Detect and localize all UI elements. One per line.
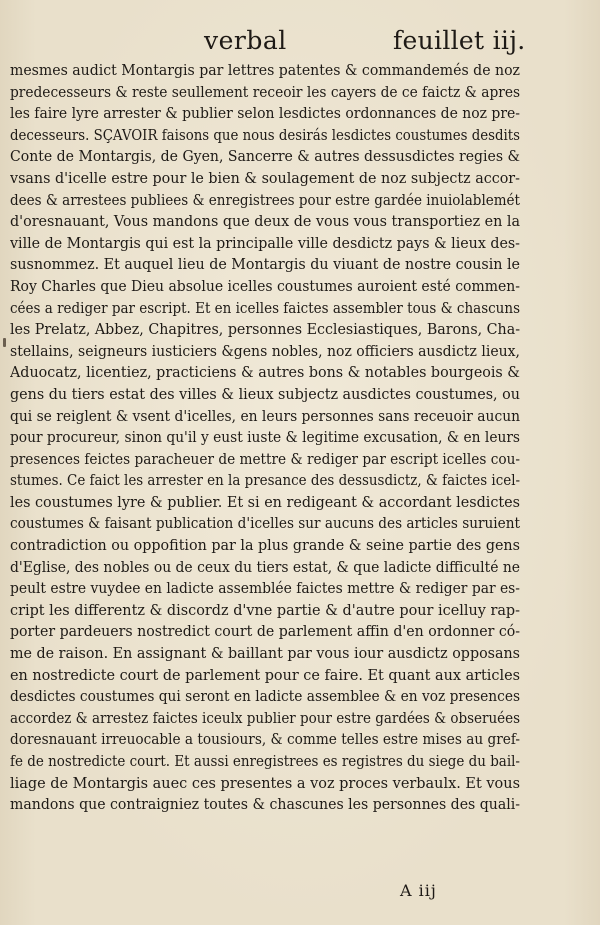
text-line: d'oresnauant, Vous mandons que deux de vous vous transportiez en la bbox=[10, 212, 520, 231]
text-line: Aduocatz, licentiez, practiciens & autres bons & notables bourgeois & bbox=[10, 363, 520, 382]
text-line: cées a rediger par escript. Et en icelles faictes assembler tous & chascuns bbox=[10, 298, 520, 317]
text-line: porter pardeuers nostredict court de parlement affin d'en ordonner có- bbox=[10, 622, 520, 641]
text-line: coustumes & faisant publication d'icelles sur aucuns des articles suruient bbox=[10, 514, 520, 533]
text-line: me de raison. En assignant & baillant par vous iour ausdictz opposans bbox=[10, 644, 520, 663]
text-line: contradiction ou oppofition par la plus grande & seine partie des gens bbox=[10, 536, 520, 555]
text-line: les Prelatz, Abbez, Chapitres, personnes Ecclesiastiques, Barons, Cha- bbox=[10, 320, 520, 339]
text-line: Conte de Montargis, de Gyen, Sancerre & autres dessusdictes regies & bbox=[10, 147, 520, 166]
text-line: doresnauant irreuocable a tousiours, & comme telles estre mises au gref- bbox=[10, 730, 520, 749]
text-line: qui se reiglent & vsent d'icelles, en leurs personnes sans receuoir aucun bbox=[10, 406, 520, 425]
text-line: mandons que contraigniez toutes & chascunes les personnes des quali- bbox=[10, 795, 520, 814]
running-header bbox=[0, 24, 600, 58]
text-line: decesseurs. SÇAVOIR faisons que nous desirás lesdictes coustumes desdits bbox=[10, 125, 520, 144]
text-line: stellains, seigneurs iusticiers &gens nobles, noz officiers ausdictz lieux, bbox=[10, 341, 520, 360]
text-line: ville de Montargis qui est la principalle ville desdictz pays & lieux des- bbox=[10, 233, 520, 252]
text-line: pour procureur, sinon qu'il y eust iuste & legitime excusation, & en leurs bbox=[10, 428, 520, 447]
text-line: cript les differentz & discordz d'vne partie & d'autre pour icelluy rap- bbox=[10, 600, 520, 619]
text-line: desdictes coustumes qui seront en ladicte assemblee & en voz presences bbox=[10, 687, 520, 706]
text-line: d'Eglise, des nobles ou de ceux du tiers estat, & que ladicte difficulté ne bbox=[10, 557, 520, 576]
text-line: en nostredicte court de parlement pour ce faire. Et quant aux articles bbox=[10, 665, 520, 684]
text-line: gens du tiers estat des villes & lieux subjectz ausdictes coustumes, ou bbox=[10, 384, 520, 403]
running-title: verbal bbox=[204, 26, 287, 55]
signature-mark: A iij bbox=[400, 881, 437, 900]
text-line: dees & arrestees publiees & enregistrees pour estre gardée inuiolablemét bbox=[10, 190, 520, 209]
text-line: fe de nostredicte court. Et aussi enregistrees es registres du siege du bail- bbox=[10, 752, 520, 770]
text-line: liage de Montargis auec ces presentes a voz proces verbaulx. Et vous bbox=[10, 773, 520, 792]
text-line: mesmes audict Montargis par lettres patentes & commandemés de noz bbox=[10, 61, 520, 79]
text-line: presences feictes paracheuer de mettre & rediger par escript icelles cou- bbox=[10, 449, 520, 468]
folio-number: feuillet iij. bbox=[393, 26, 526, 55]
text-line: peult estre vuydee en ladicte assemblée faictes mettre & rediger par es- bbox=[10, 579, 520, 598]
margin-ink-mark bbox=[3, 338, 6, 347]
body-text bbox=[10, 60, 520, 816]
text-line: les faire lyre arrester & publier selon lesdictes ordonnances de noz pre- bbox=[10, 104, 520, 123]
text-line: vsans d'icelle estre pour le bien & soulagement de noz subjectz accor- bbox=[10, 168, 520, 187]
text-line: susnommez. Et auquel lieu de Montargis du viuant de nostre cousin le bbox=[10, 255, 520, 274]
text-line: stumes. Ce faict les arrester en la presance des dessusdictz, & faictes icel- bbox=[10, 471, 520, 490]
text-line: accordez & arrestez faictes iceulx publier pour estre gardées & obseruées bbox=[10, 708, 520, 727]
text-line: les coustumes lyre & publier. Et si en redigeant & accordant lesdictes bbox=[10, 492, 520, 511]
text-line: predecesseurs & reste seullement receoir les cayers de ce faictz & apres bbox=[10, 82, 520, 101]
text-line: Roy Charles que Dieu absolue icelles coustumes auroient esté commen- bbox=[10, 276, 520, 295]
